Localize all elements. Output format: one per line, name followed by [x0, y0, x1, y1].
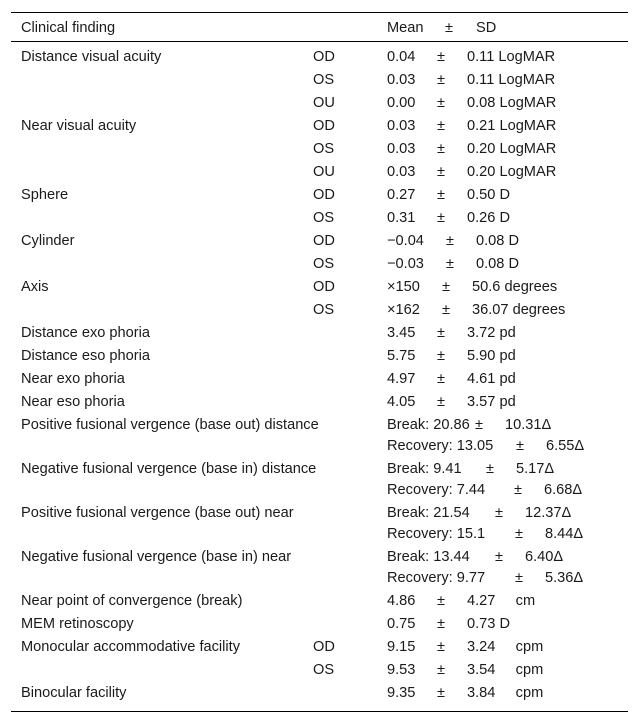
cell-pm: ± — [437, 210, 446, 226]
cell-eye: OD — [313, 639, 335, 655]
cell-finding: Positive fusional vergence (base out) distance — [21, 417, 319, 433]
cell-finding: Distance visual acuity — [21, 49, 162, 65]
cell-mean: ×150 — [387, 279, 420, 295]
cell-eye: OS — [313, 256, 335, 272]
cell-sd: 3.54 cpm — [467, 662, 544, 678]
cell-pm: ± — [442, 279, 451, 295]
cell-pm: ± — [442, 302, 451, 318]
cell-finding: Monocular accommodative facility — [21, 639, 240, 655]
cell-sd: 0.50 D — [467, 187, 510, 203]
cell-finding: Distance exo phoria — [21, 325, 150, 341]
cell-sd: 12.37Δ — [525, 505, 572, 521]
cell-sd: 3.57 pd — [467, 394, 516, 410]
cell-pm: ± — [437, 616, 446, 632]
cell-eye: OD — [313, 118, 335, 134]
table-header — [11, 13, 628, 42]
cell-mean: Recovery: 15.1 — [387, 526, 486, 542]
clinical-findings-table — [11, 12, 628, 712]
cell-pm: ± — [516, 438, 525, 454]
cell-mean: 0.31 — [387, 210, 416, 226]
cell-mean: Break: 13.44 — [387, 549, 470, 565]
cell-pm: ± — [475, 417, 484, 433]
cell-mean: ×162 — [387, 302, 420, 318]
cell-pm: ± — [437, 49, 446, 65]
cell-mean: −0.03 — [387, 256, 424, 272]
cell-mean: 5.75 — [387, 348, 416, 364]
cell-pm: ± — [514, 482, 523, 498]
cell-eye: OS — [313, 210, 335, 226]
cell-sd: 6.55Δ — [546, 438, 585, 454]
cell-mean: Break: 9.41 — [387, 461, 462, 477]
cell-pm: ± — [437, 325, 446, 341]
cell-mean: 0.00 — [387, 95, 416, 111]
cell-mean: 0.75 — [387, 616, 416, 632]
cell-mean: 0.04 — [387, 49, 416, 65]
cell-pm: ± — [515, 526, 524, 542]
cell-pm: ± — [437, 118, 446, 134]
cell-sd: 0.20 LogMAR — [467, 141, 557, 157]
cell-pm: ± — [437, 95, 446, 111]
cell-pm: ± — [515, 570, 524, 586]
cell-mean: 0.03 — [387, 164, 416, 180]
cell-mean: 3.45 — [387, 325, 416, 341]
cell-mean: Recovery: 7.44 — [387, 482, 486, 498]
cell-finding: MEM retinoscopy — [21, 616, 134, 632]
cell-sd: 0.21 LogMAR — [467, 118, 557, 134]
cell-sd: 5.36Δ — [545, 570, 584, 586]
cell-finding: Axis — [21, 279, 49, 295]
cell-sd: 10.31Δ — [505, 417, 552, 433]
cell-sd: 0.08 LogMAR — [467, 95, 557, 111]
cell-mean: Break: 20.86 — [387, 417, 470, 433]
cell-pm: ± — [437, 593, 446, 609]
cell-mean: 9.15 — [387, 639, 416, 655]
cell-mean: 0.03 — [387, 72, 416, 88]
cell-mean: Recovery: 13.05 — [387, 438, 494, 454]
cell-pm: ± — [437, 187, 446, 203]
cell-sd: 50.6 degrees — [472, 279, 558, 295]
cell-finding: Distance eso phoria — [21, 348, 150, 364]
cell-sd: 3.24 cpm — [467, 639, 544, 655]
cell-mean: −0.04 — [387, 233, 424, 249]
cell-eye: OD — [313, 233, 335, 249]
cell-sd: 3.72 pd — [467, 325, 516, 341]
cell-sd: 0.73 D — [467, 616, 510, 632]
cell-eye: OD — [313, 279, 335, 295]
cell-mean: 4.97 — [387, 371, 416, 387]
cell-pm: ± — [437, 639, 446, 655]
cell-eye: OS — [313, 662, 335, 678]
cell-finding: Positive fusional vergence (base out) near — [21, 505, 294, 521]
cell-pm: ± — [437, 685, 446, 701]
cell-pm: ± — [437, 164, 446, 180]
cell-pm: ± — [437, 394, 446, 410]
cell-sd: 4.61 pd — [467, 371, 516, 387]
cell-eye: OU — [313, 95, 335, 111]
cell-sd: 3.84 cpm — [467, 685, 544, 701]
cell-mean: Break: 21.54 — [387, 505, 470, 521]
cell-sd: 5.17Δ — [516, 461, 555, 477]
cell-pm: ± — [495, 505, 504, 521]
header-sd: SD — [476, 20, 497, 36]
cell-eye: OD — [313, 187, 335, 203]
cell-pm: ± — [437, 371, 446, 387]
cell-sd: 0.26 D — [467, 210, 510, 226]
cell-sd: 0.08 D — [476, 233, 519, 249]
cell-pm: ± — [437, 662, 446, 678]
cell-mean: 0.03 — [387, 118, 416, 134]
cell-mean: 0.03 — [387, 141, 416, 157]
cell-sd: 0.08 D — [476, 256, 519, 272]
cell-pm: ± — [437, 348, 446, 364]
cell-pm: ± — [486, 461, 495, 477]
cell-mean: 4.86 — [387, 593, 416, 609]
cell-sd: 36.07 degrees — [472, 302, 566, 318]
cell-eye: OU — [313, 164, 335, 180]
cell-finding: Binocular facility — [21, 685, 127, 701]
cell-pm: ± — [437, 141, 446, 157]
cell-pm: ± — [446, 233, 455, 249]
cell-finding: Near eso phoria — [21, 394, 125, 410]
cell-finding: Sphere — [21, 187, 69, 203]
cell-finding: Near exo phoria — [21, 371, 125, 387]
cell-mean: 9.35 — [387, 685, 416, 701]
cell-finding: Negative fusional vergence (base in) distance — [21, 461, 317, 477]
cell-sd: 0.11 LogMAR — [467, 72, 556, 88]
cell-sd: 6.68Δ — [544, 482, 583, 498]
cell-eye: OS — [313, 302, 335, 318]
cell-finding: Negative fusional vergence (base in) near — [21, 549, 292, 565]
cell-sd: 5.90 pd — [467, 348, 516, 364]
cell-mean: 4.05 — [387, 394, 416, 410]
cell-eye: OS — [313, 72, 335, 88]
cell-mean: Recovery: 9.77 — [387, 570, 486, 586]
header-finding: Clinical finding — [21, 20, 116, 36]
cell-pm: ± — [437, 72, 446, 88]
cell-pm: ± — [495, 549, 504, 565]
cell-pm: ± — [446, 256, 455, 272]
cell-sd: 6.40Δ — [525, 549, 564, 565]
cell-finding: Near point of convergence (break) — [21, 593, 243, 609]
header-pm: ± — [445, 20, 454, 36]
cell-eye: OD — [313, 49, 335, 65]
cell-finding: Near visual acuity — [21, 118, 137, 134]
cell-sd: 0.20 LogMAR — [467, 164, 557, 180]
cell-mean: 0.27 — [387, 187, 416, 203]
header-mean: Mean — [387, 20, 424, 36]
cell-finding: Cylinder — [21, 233, 75, 249]
cell-eye: OS — [313, 141, 335, 157]
cell-sd: 4.27 cm — [467, 593, 536, 609]
cell-sd: 0.11 LogMAR — [467, 49, 556, 65]
cell-mean: 9.53 — [387, 662, 416, 678]
cell-sd: 8.44Δ — [545, 526, 584, 542]
